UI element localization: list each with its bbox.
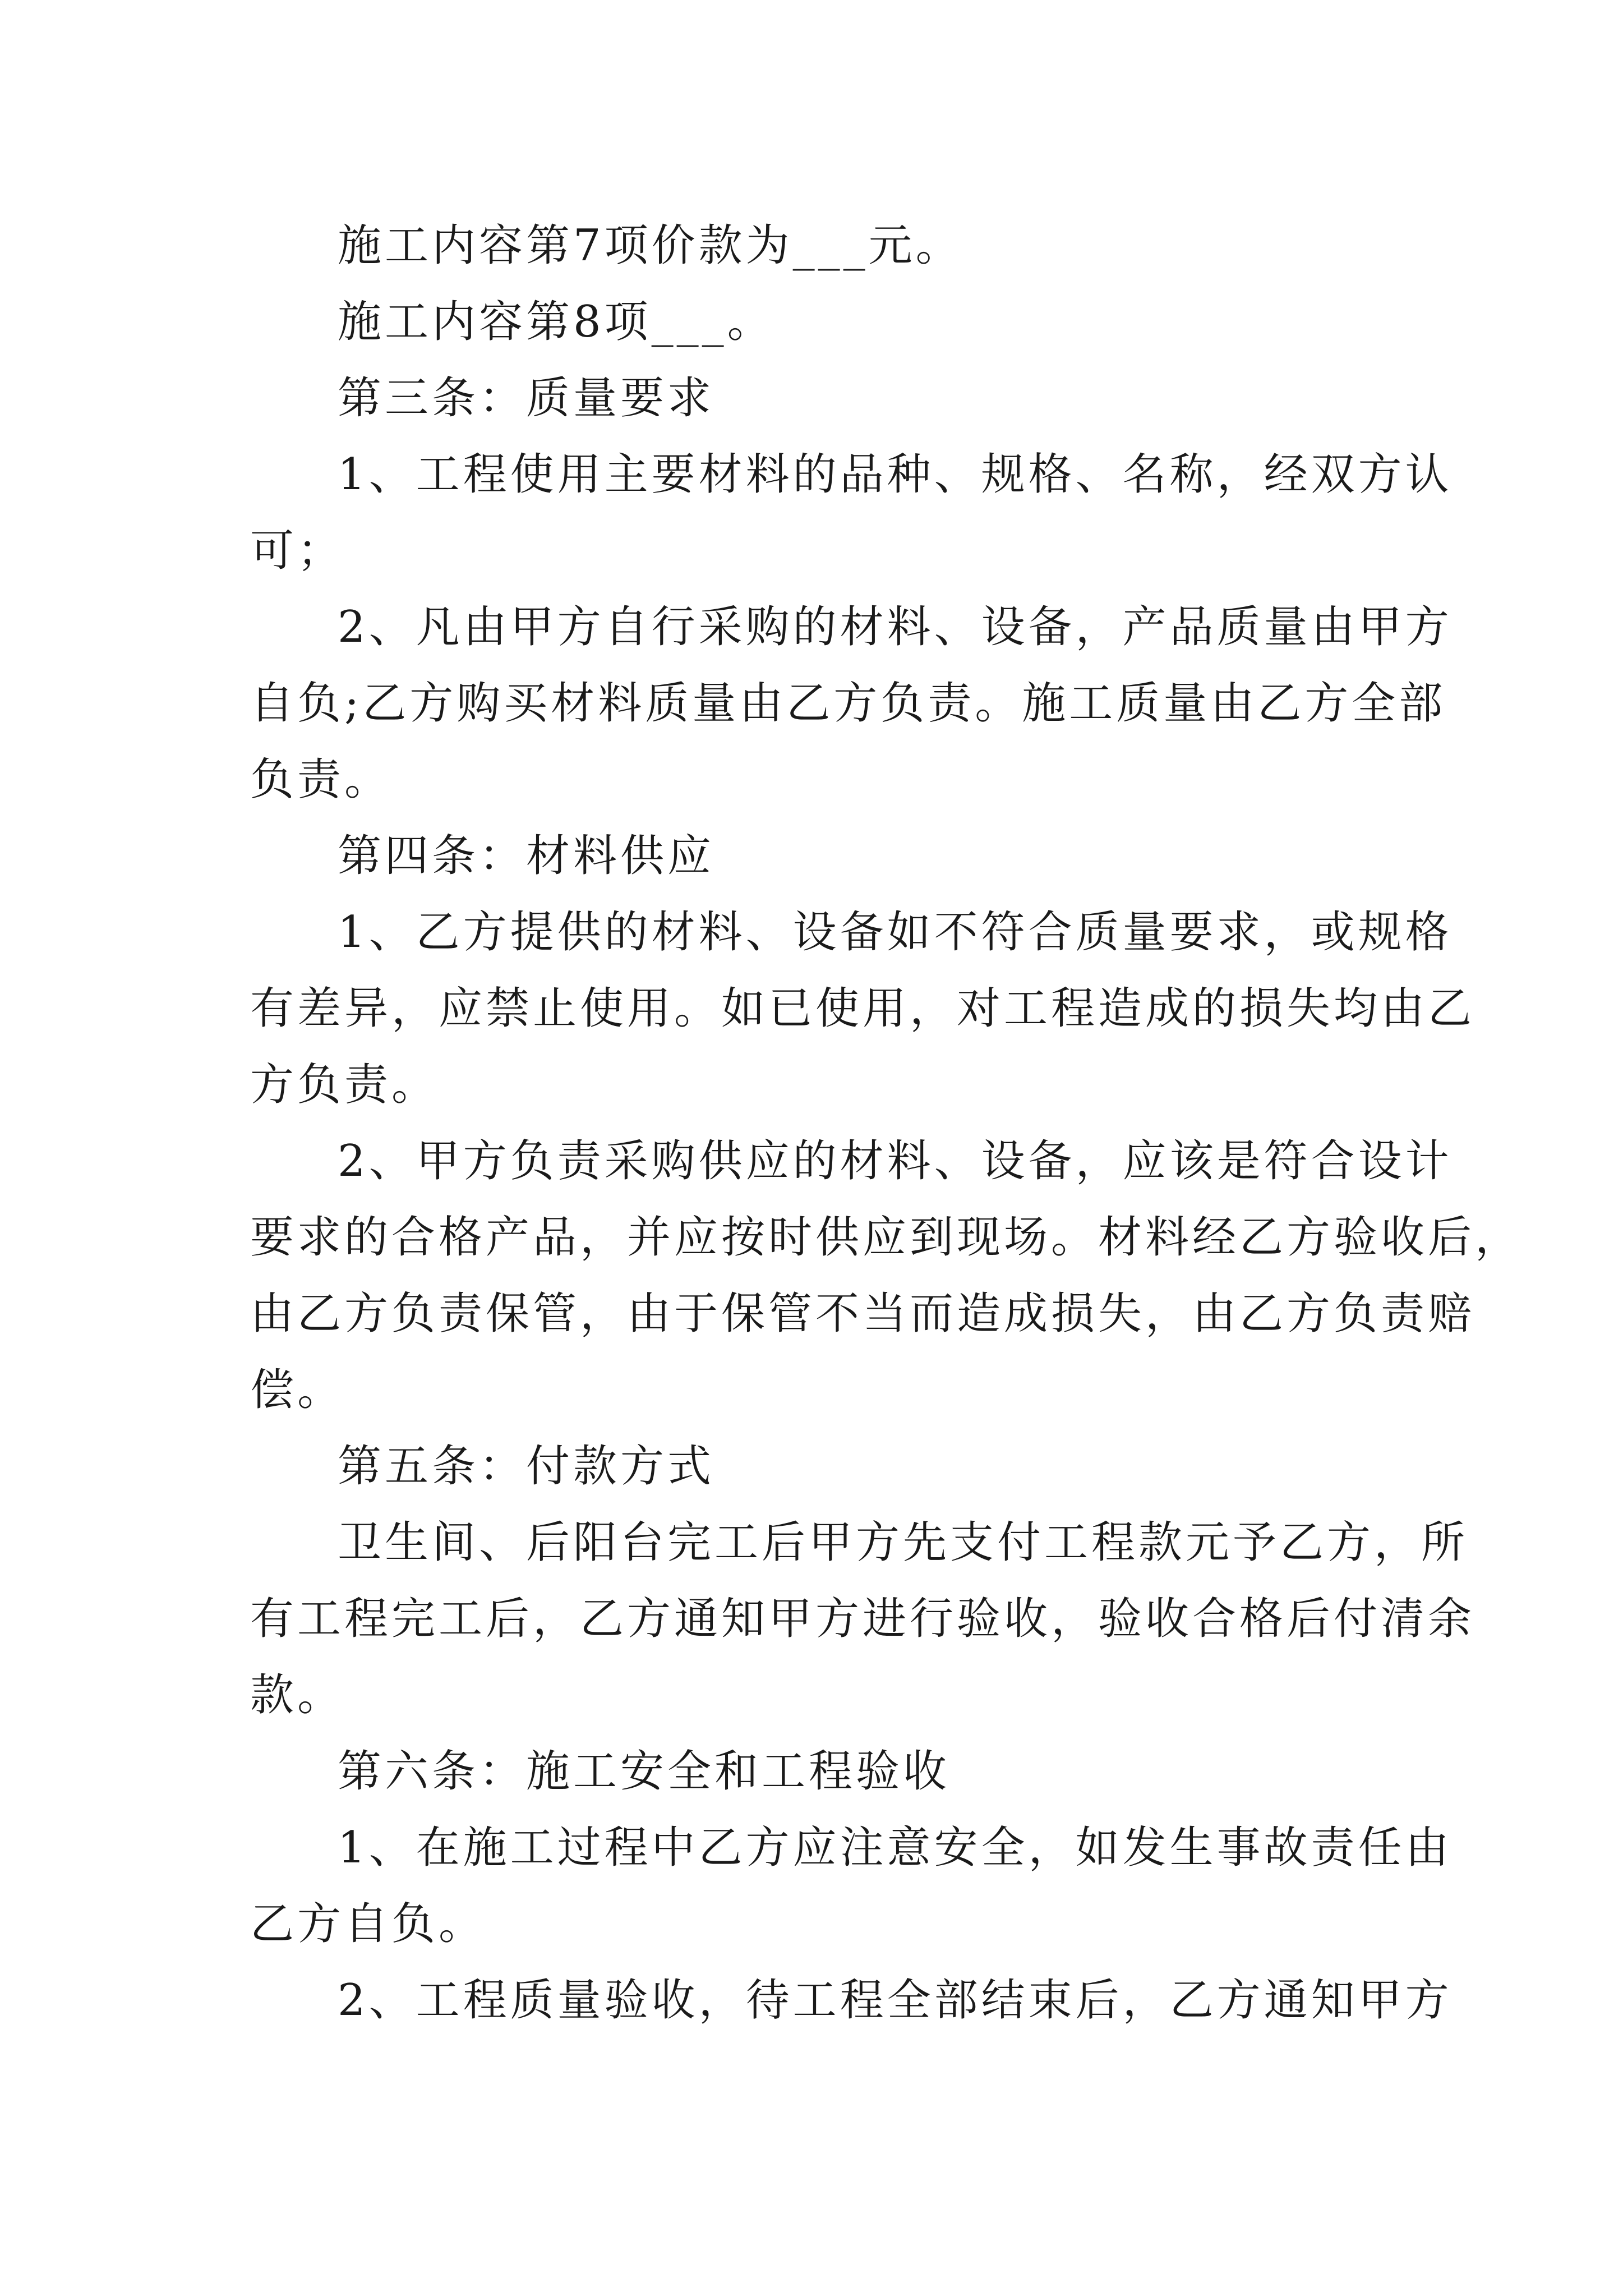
paragraph-line: 1、工程使用主要材料的品种、规格、名称，经双方认 bbox=[338, 449, 1453, 500]
paragraph-line: 乙方自负。 bbox=[250, 1899, 486, 1949]
section-heading: 第四条：材料供应 bbox=[338, 831, 715, 881]
paragraph-line: 由乙方负责保管，由于保管不当而造成损失，由乙方负责赔 bbox=[250, 1289, 1476, 1339]
paragraph-line: 施工内容第7项价款为___元。 bbox=[338, 220, 963, 271]
paragraph-line: 1、乙方提供的材料、设备如不符合质量要求，或规格 bbox=[338, 907, 1453, 958]
paragraph-line: 2、工程质量验收，待工程全部结束后，乙方通知甲方 bbox=[338, 1975, 1453, 2026]
paragraph-line: 1、在施工过程中乙方应注意安全，如发生事故责任由 bbox=[338, 1823, 1453, 1873]
paragraph-line: 款。 bbox=[250, 1670, 345, 1720]
paragraph-line: 偿。 bbox=[250, 1365, 345, 1415]
document-body bbox=[250, 208, 1523, 2039]
section-heading: 第五条：付款方式 bbox=[338, 1441, 715, 1492]
section-heading: 第六条：施工安全和工程验收 bbox=[338, 1746, 951, 1797]
paragraph-line: 有差异，应禁止使用。如已使用，对工程造成的损失均由乙 bbox=[250, 983, 1476, 1034]
paragraph-line: 自负;乙方购买材料质量由乙方负责。施工质量由乙方全部 bbox=[250, 678, 1446, 729]
paragraph-line: 要求的合格产品，并应按时供应到现场。材料经乙方验收后， bbox=[250, 1212, 1523, 1263]
paragraph-line: 可； bbox=[250, 526, 345, 576]
paragraph-line: 卫生间、后阳台完工后甲方先支付工程款元予乙方，所 bbox=[338, 1517, 1469, 1568]
paragraph-line: 有工程完工后，乙方通知甲方进行验收，验收合格后付清余 bbox=[250, 1594, 1476, 1644]
paragraph-line: 2、凡由甲方自行采购的材料、设备，产品质量由甲方 bbox=[338, 602, 1453, 652]
paragraph-line: 2、甲方负责采购供应的材料、设备，应该是符合设计 bbox=[338, 1136, 1453, 1186]
section-heading: 第三条：质量要求 bbox=[338, 373, 715, 424]
paragraph-line: 方负责。 bbox=[250, 1060, 439, 1110]
paragraph-line: 负责。 bbox=[250, 754, 392, 805]
paragraph-line: 施工内容第8项___。 bbox=[338, 297, 774, 347]
